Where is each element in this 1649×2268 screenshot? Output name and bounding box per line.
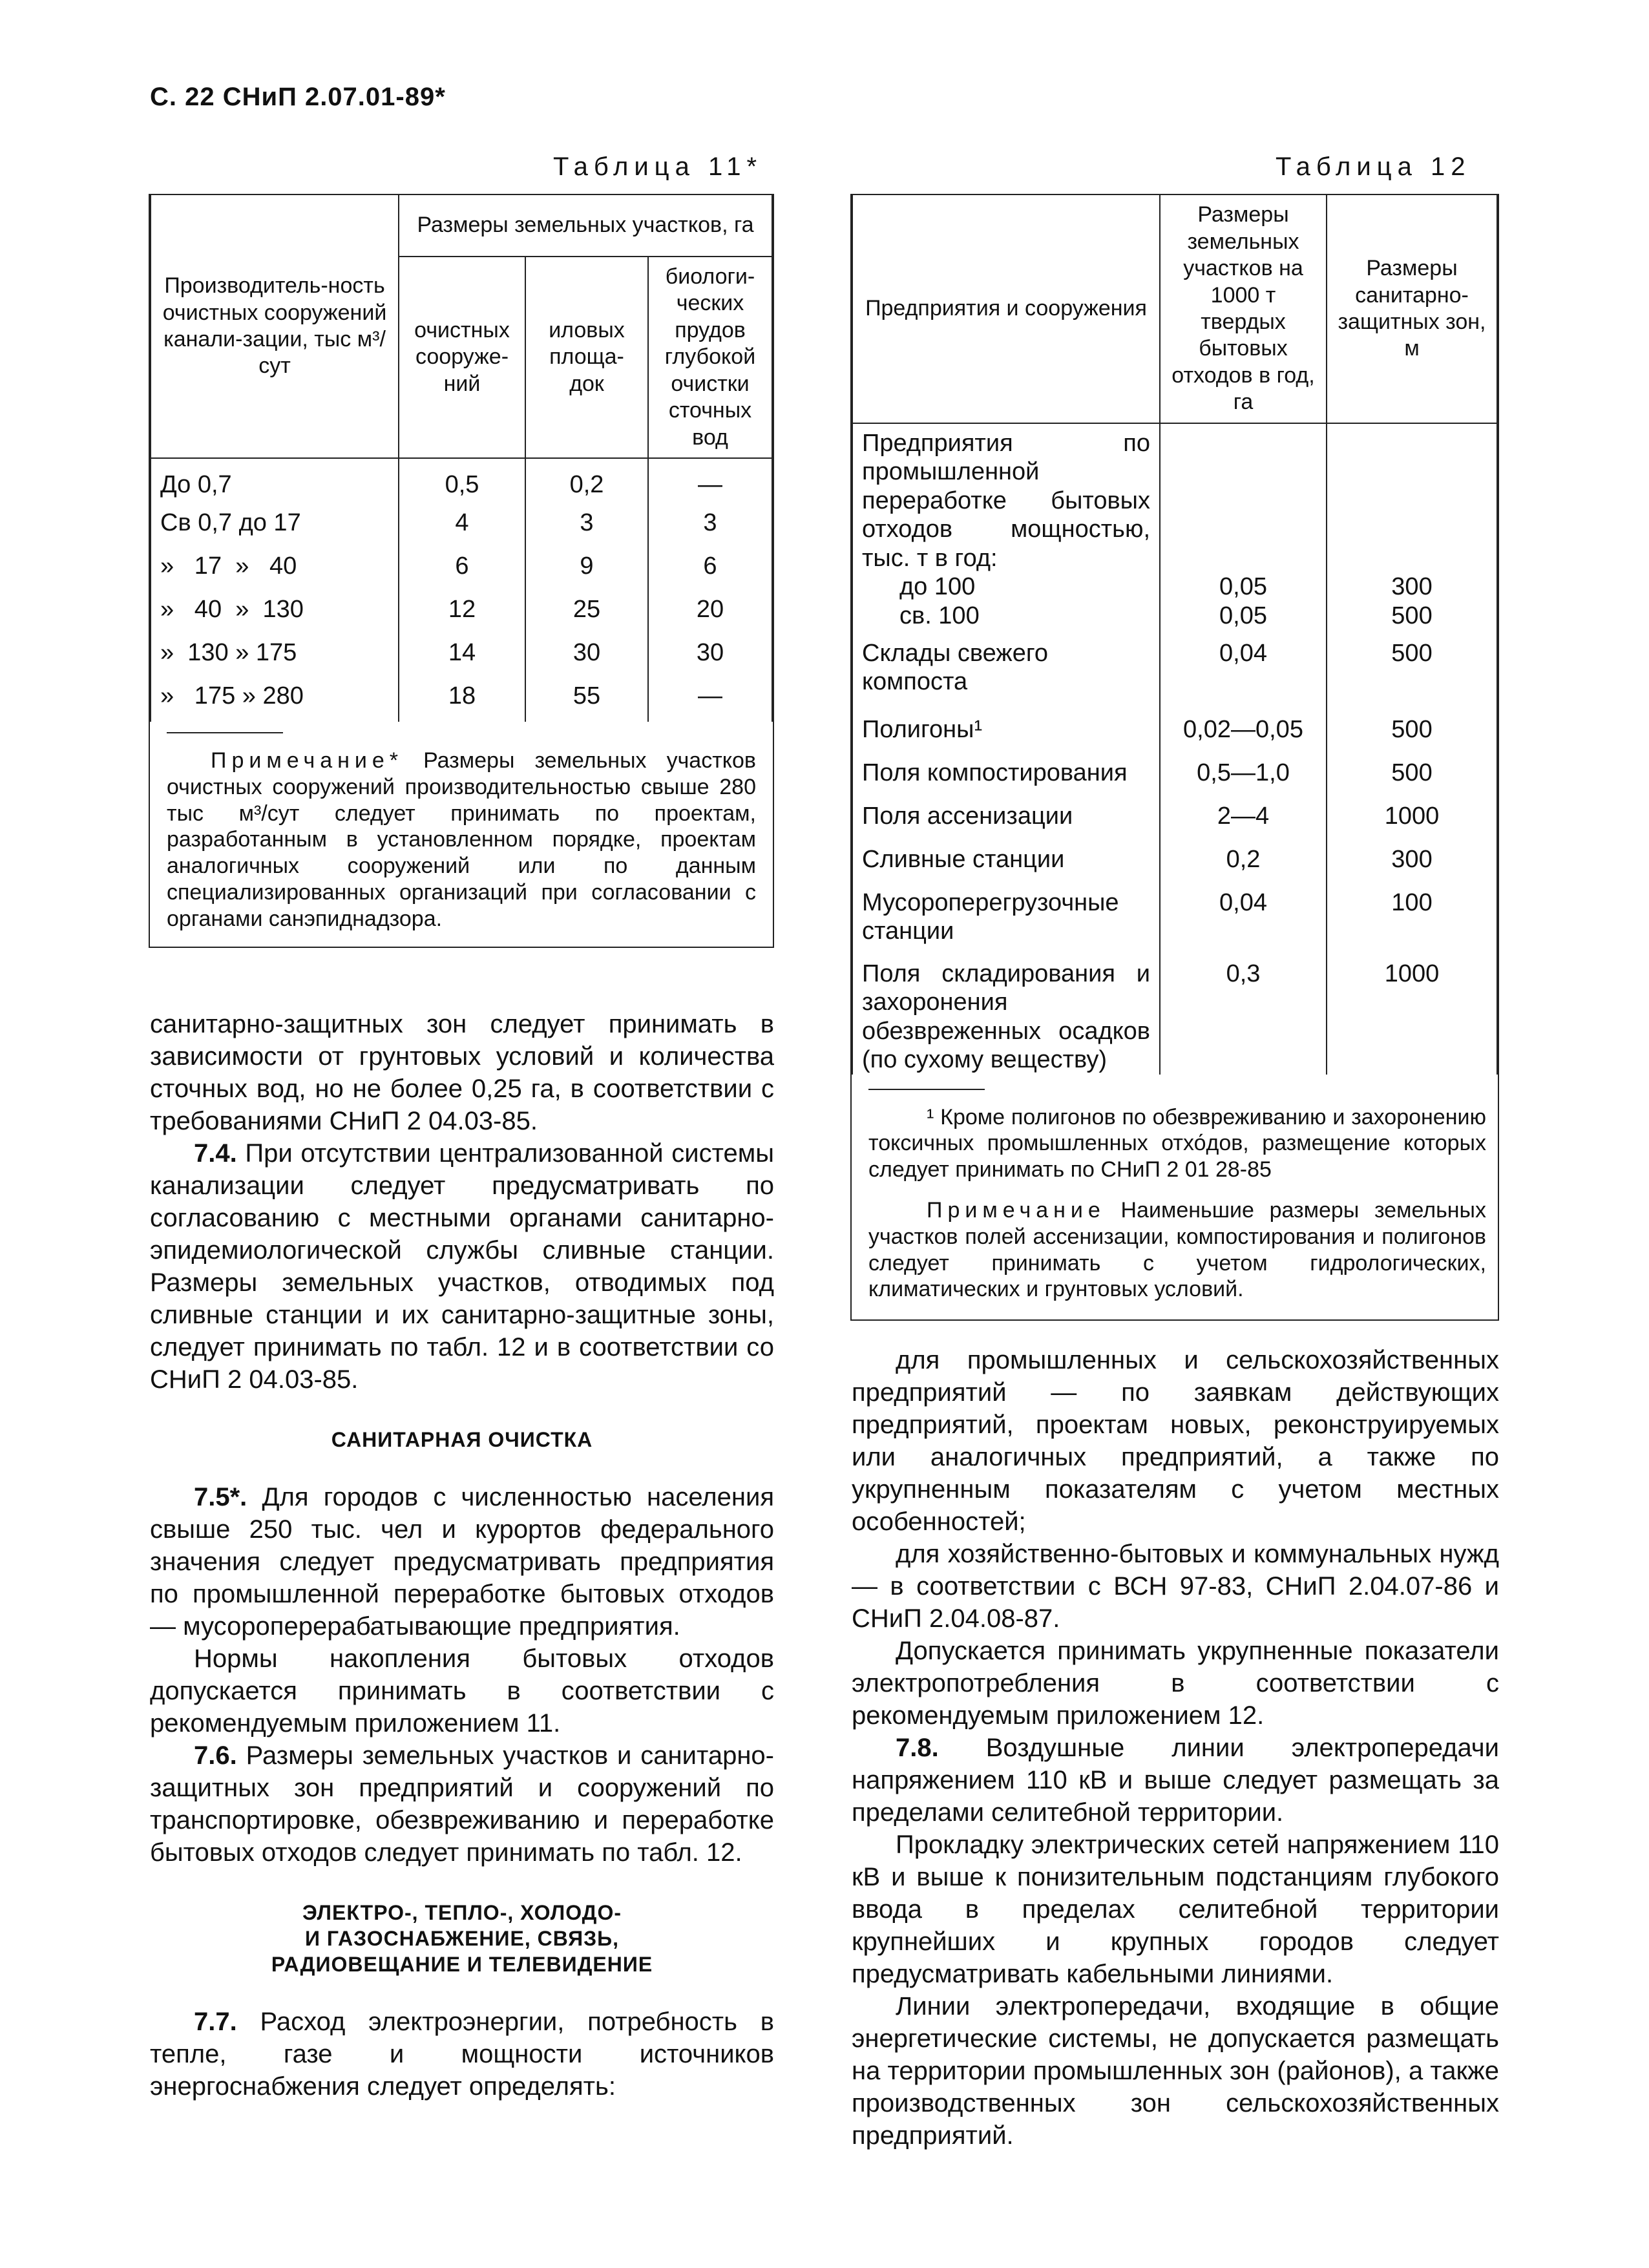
table-row: Предприятия по промышленной переработке бытовых отходов мощностью, тыс. т в год:	[852, 423, 1497, 572]
table12-footnote: ¹ Кроме полигонов по обезвреживанию и захоронению токсичных промышленных отхо́дов, размещение которых следует принимать по СНиП 2 01 28-85	[868, 1104, 1486, 1182]
paragraph: для хозяйственно-бытовых и коммунальных нужд — в соответствии с ВСН 97-83, СНиП 2.04.07-86 и СНиП 2.04.08-87.	[852, 1540, 1499, 1633]
clause-number: 7.4.	[194, 1139, 237, 1168]
clause-number: 7.8.	[896, 1734, 939, 1762]
paragraph-7-8: 7.8. Воздушные линии электропередачи напряжением 110 кВ и выше следует размещать за пределами селитебной территории.	[852, 1734, 1499, 1827]
table-row: Полигоны¹ 0,02—0,05 500	[852, 708, 1497, 751]
table-row: до 100 0,05 300	[852, 572, 1497, 601]
table-row: Поля складирования и захоронения обезвреженных осадков (по сухому веществу) 0,3 1000	[852, 952, 1497, 1075]
table11-note	[167, 748, 756, 932]
table-row: » 40 » 130 12 25 20	[151, 589, 772, 632]
section-heading: ЭЛЕКТРО-, ТЕПЛО-, ХОЛОДО- И ГАЗОСНАБЖЕНИЕ, СВЯЗЬ, РАДИОВЕЩАНИЕ И ТЕЛЕВИДЕНИЕ	[271, 1901, 653, 1976]
table-row: Св 0,7 до 17 4 3 3	[151, 502, 772, 545]
table-row: Поля компостирования 0,5—1,0 500	[852, 751, 1497, 794]
paragraph-7-6: 7.6. Размеры земельных участков и санитарно-защитных зон предприятий и сооружений по транспортировке, обезвреживанию и переработке бытовых отходов следует принимать по табл. 12.	[150, 1741, 774, 1867]
clause-number: 7.5*.	[194, 1483, 247, 1511]
paragraph-7-4: 7.4. При отсутствии централизованной системы канализации следует предусматривать по согласованию с местными органами санитарно-эпидемиологической службы сливные станции. Размеры земельных участков, отводимых под сливные станции и их санитарно-защитные зоны, следует принимать по табл. 12 и в соответствии со СНиП 2 04.03-85.	[150, 1139, 774, 1394]
paragraph: Линии электропередачи, входящие в общие энергетические системы, не допускается размещать на территории промышленных зон (районов), а также производственных зон сельскохозяйственных предприятий.	[852, 1992, 1499, 2150]
table12-head-col3: Размеры санитарно-защитных зон, м	[1327, 194, 1497, 423]
clause-number: 7.6.	[194, 1741, 237, 1770]
paragraph: Допускается принимать укрупненные показатели электропотребления в соответствии с рекомендуемым приложением 12.	[852, 1637, 1499, 1730]
paragraph: санитарно-защитных зон следует принимать в зависимости от грунтовых условий и количества сточных вод, но не более 0,25 га, в соответствии с требованиями СНиП 2 04.03-85.	[150, 1010, 774, 1135]
table12	[852, 194, 1498, 1075]
paragraph: Нормы накопления бытовых отходов допускается принимать в соответствии с рекомендуемым приложением 11.	[150, 1644, 774, 1738]
table12-note	[868, 1197, 1486, 1303]
clause-number: 7.7.	[194, 2008, 237, 2036]
left-column	[150, 1008, 774, 2103]
table12-note-text: Наименьшие размеры земельных участков полей ассенизации, компостирования и полигонов следует принимать с учетом гидрологических, климатических и грунтовых условий.	[868, 1197, 1486, 1302]
page-header: С. 22 СНиП 2.07.01-89*	[150, 83, 446, 111]
table-row: св. 100 0,05 500	[852, 602, 1497, 639]
section-heading: САНИТАРНАЯ ОЧИСТКА	[331, 1428, 593, 1451]
table12-caption: Таблица 12	[1276, 152, 1471, 181]
paragraph-7-7: 7.7. Расход электроэнергии, потребность в тепле, газе и мощности источников энергоснабжения следует определять:	[150, 2008, 774, 2101]
table-row: » 17 » 40 6 9 6	[151, 545, 772, 589]
paragraph-7-5: 7.5*. Для городов с численностью населения свыше 250 тыс. чел и курортов федерального значения следует предусматривать предприятия по промышленной переработке бытовых отходов — мусороперерабатывающие предприятия.	[150, 1483, 774, 1641]
table11	[150, 194, 773, 722]
table-row: До 0,7 0,5 0,2 —	[151, 458, 772, 502]
table11-head-col2: иловых площа-док	[525, 257, 648, 458]
table-row: » 130 » 175 14 30 30	[151, 632, 772, 675]
table11-head-col3: биологи-ческих прудов глубокой очистки сточных вод	[648, 257, 772, 458]
table11-head-group: Размеры земельных участков, га	[399, 194, 772, 257]
footnote-rule	[167, 732, 283, 733]
table12-head-col2: Размеры земельных участков на 1000 т твердых бытовых отходов в год, га	[1160, 194, 1327, 423]
table-row: Поля ассенизации 2—4 1000	[852, 794, 1497, 837]
paragraph: для промышленных и сельскохозяйственных предприятий — по заявкам действующих предприятий, проектам новых, реконструируемых или аналогичных предприятий, а также по укрупненным показателям с учетом местных особенностей;	[852, 1346, 1499, 1536]
table12-box	[850, 194, 1499, 1321]
table11-note-text: Размеры земельных участков очистных сооружений производительностью свыше 280 тыс м³/сут следует принимать по проектам, разработанным в установленном порядке, проектам аналогичных сооружений или по данным специализированных организаций при согласовании с органами санэпиднадзора.	[167, 748, 756, 931]
table-row: Сливные станции 0,2 300	[852, 837, 1497, 881]
table-row: Склады свежего компоста 0,04 500	[852, 639, 1497, 708]
table11-note-label: Примечание*	[211, 748, 404, 773]
table11-box	[149, 194, 774, 948]
table11-caption: Таблица 11*	[553, 152, 763, 181]
paragraph: Прокладку электрических сетей напряжением 110 кВ и выше к понизительным подстанциям глубокого ввода в пределах селитебной территории крупнейших и крупных городов следует предусматривать кабельными линиями.	[852, 1831, 1499, 1988]
table12-head-col1: Предприятия и сооружения	[852, 194, 1160, 423]
table11-head-capacity: Производитель-ность очистных сооружений канали-зации, тыс м³/сут	[151, 194, 399, 458]
table11-head-col1: очистных сооруже-ний	[399, 257, 525, 458]
table-row: Мусороперегрузочные станции 0,04 100	[852, 881, 1497, 952]
right-column	[852, 1344, 1499, 2152]
table12-note-label: Примечание	[927, 1197, 1106, 1223]
footnote-rule	[868, 1089, 985, 1090]
table-row: » 175 » 280 18 55 —	[151, 675, 772, 722]
